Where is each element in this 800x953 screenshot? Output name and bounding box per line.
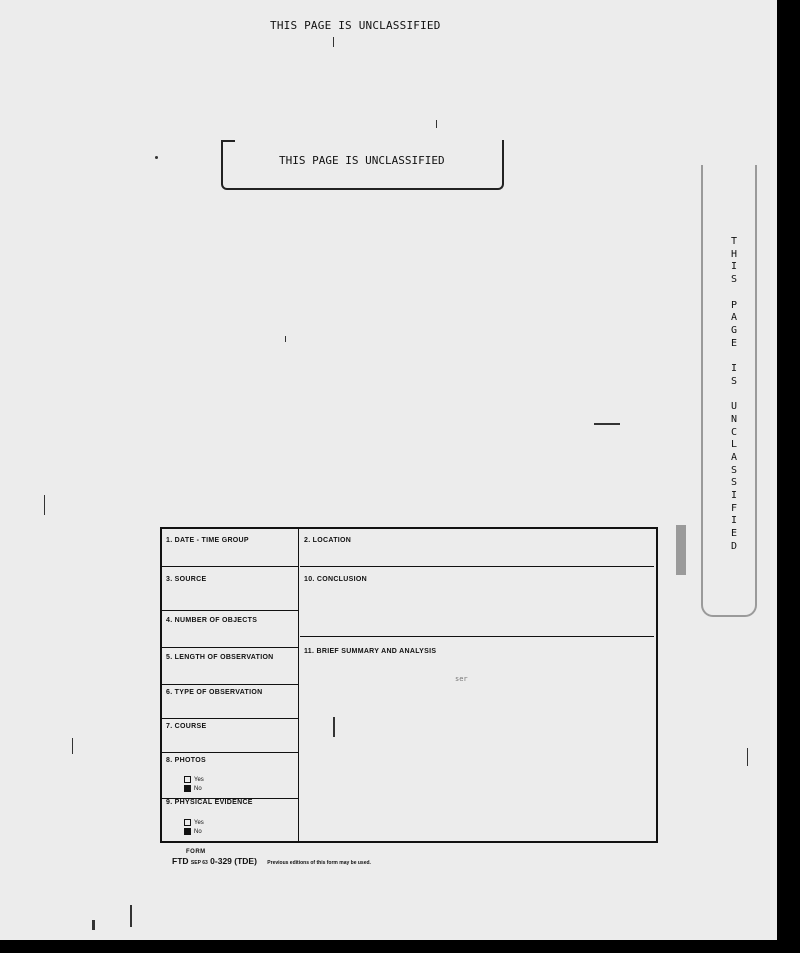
form-number: 0-329 (TDE)	[210, 856, 257, 866]
summary-cell	[300, 637, 654, 841]
course-label: 7. COURSE	[166, 723, 207, 730]
photos-label: 8. PHOTOS	[166, 757, 206, 764]
number-of-objects-cell	[162, 611, 299, 648]
evidence-no-option[interactable]: No	[184, 828, 202, 835]
scan-speck	[747, 748, 748, 766]
location-label: 2. LOCATION	[304, 537, 352, 544]
source-cell	[162, 567, 299, 611]
date-time-group-cell	[162, 529, 299, 567]
form-date: SEP 63	[190, 860, 208, 866]
summary-fragment: ser	[455, 675, 468, 683]
source-label: 3. SOURCE	[166, 576, 207, 583]
form-id: FTD	[172, 856, 189, 866]
location-cell	[300, 529, 654, 567]
number-of-objects-label: 4. NUMBER OF OBJECTS	[166, 617, 258, 624]
scan-speck	[436, 120, 437, 128]
summary-label: 11. BRIEF SUMMARY AND ANALYSIS	[304, 648, 437, 655]
photos-no-checkbox[interactable]	[184, 785, 191, 792]
scan-speck	[594, 423, 620, 425]
conclusion-label: 10. CONCLUSION	[304, 576, 367, 583]
photos-no-option[interactable]: No	[184, 785, 202, 792]
photos-cell	[162, 753, 299, 799]
physical-evidence-cell	[162, 799, 299, 841]
length-of-observation-label: 5. LENGTH OF OBSERVATION	[166, 654, 274, 661]
scan-speck	[130, 905, 132, 927]
scan-speck	[155, 156, 158, 159]
photos-yes-checkbox[interactable]	[184, 776, 191, 783]
classification-stamp-middle: THIS PAGE IS UNCLASSIFIED	[279, 154, 445, 167]
evidence-yes-checkbox[interactable]	[184, 819, 191, 826]
scan-speck	[44, 495, 45, 515]
scan-smudge	[676, 525, 686, 575]
conclusion-cell	[300, 567, 654, 637]
form-footer	[172, 849, 371, 866]
scan-speck	[285, 336, 286, 342]
evidence-no-checkbox[interactable]	[184, 828, 191, 835]
scan-speck	[333, 37, 334, 47]
length-of-observation-cell	[162, 648, 299, 685]
course-cell	[162, 719, 299, 753]
classification-stamp-top: THIS PAGE IS UNCLASSIFIED	[270, 19, 441, 32]
date-time-group-label: 1. DATE - TIME GROUP	[166, 537, 249, 544]
type-of-observation-label: 6. TYPE OF OBSERVATION	[166, 689, 263, 696]
physical-evidence-label: 9. PHYSICAL EVIDENCE	[166, 799, 253, 806]
form-label: FORM	[186, 849, 206, 855]
form-identifier	[172, 856, 371, 866]
form-note: Previous editions of this form may be used.	[267, 860, 371, 866]
report-form	[160, 527, 658, 843]
type-of-observation-cell	[162, 685, 299, 719]
scan-speck	[72, 738, 73, 754]
photos-yes-option[interactable]: Yes	[184, 776, 204, 783]
scan-speck	[92, 920, 95, 930]
classification-stamp-vertical: T H I S P A G E I S U N C L A S S I F I E D	[730, 236, 738, 552]
evidence-yes-option[interactable]: Yes	[184, 819, 204, 826]
